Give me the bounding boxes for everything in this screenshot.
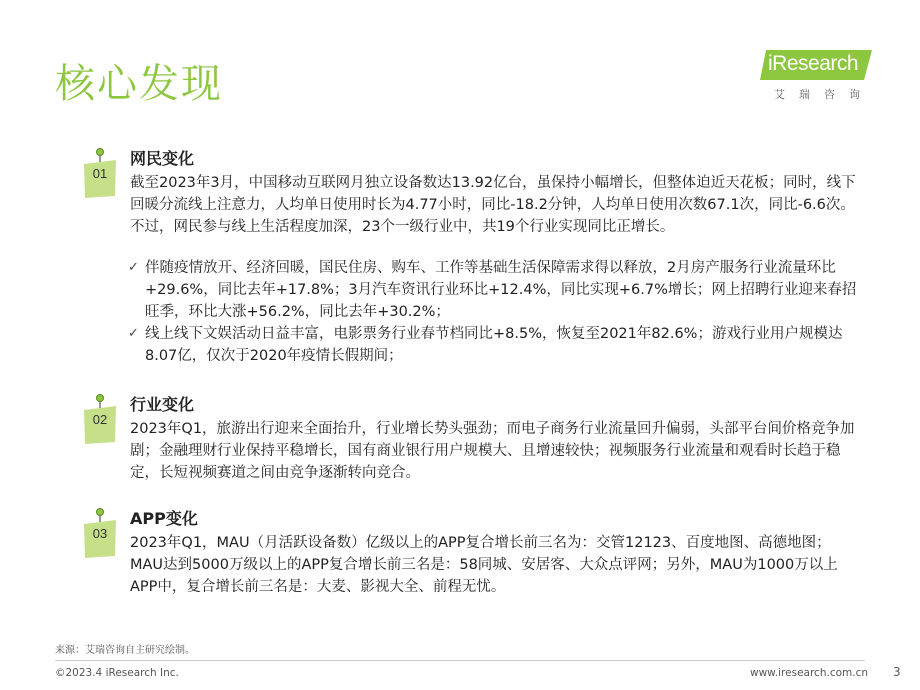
footer-copyright: ©2023.4 iResearch Inc.: [55, 667, 179, 679]
section-badge-02: [82, 394, 116, 442]
source-note: 来源：艾瑞咨询自主研究绘制。: [55, 645, 195, 656]
logo-subtitle: 艾瑞咨询: [774, 88, 874, 101]
check-icon: ✓: [128, 326, 139, 341]
bullet-text: 线上线下文娱活动日益丰富，电影票务行业春节档同比+8.5%，恢复至2021年82.6%；游戏行业用户规模达8.07亿，仅次于2020年疫情长假期间；: [145, 326, 843, 364]
section-text-industry: 2023年Q1，旅游出行迎来全面抬升，行业增长势头强劲；而电子商务行业流量回升偏弱，头部平台间价格竞争加剧；金融理财行业保持平稳增长，国有商业银行用户规模大、且增速较快；视频服务行业流量和观看时长趋于稳定，长短视频赛道之间由竞争逐渐转向竞合。: [130, 421, 855, 481]
section-text-app: 2023年Q1，MAU（月活跃设备数）亿级以上的APP复合增长前三名为：交管12123、百度地图、高德地图；MAU达到5000万级以上的APP复合增长前三名是：58同城、安居客、大众点评网；另外，MAU为1000万以上APP中，复合增长前三名是：大麦、影视大全、前程无忧。: [130, 535, 838, 595]
section-title-app: APP变化: [130, 509, 198, 528]
section-title-industry: 行业变化: [130, 395, 195, 414]
section-number: 02: [92, 412, 108, 427]
bullet-text: 伴随疫情放开、经济回暖，国民住房、购车、工作等基础生活保障需求得以释放，2月房产服务行业流量环比+29.6%，同比去年+17.8%；3月汽车资讯行业环比+12.4%，同比实现+6.7%增长；网上招聘行业迎来春招旺季，环比大涨+56.2%，同比去年+30.2%；: [145, 260, 857, 320]
section-number: 01: [92, 166, 108, 181]
iresearch-logo: [760, 48, 875, 104]
page-title: 核心发现: [55, 61, 223, 107]
bullet-item: [128, 323, 858, 367]
logo-wordmark: iResearch: [768, 52, 859, 75]
section-badge-03: [82, 508, 116, 556]
bullet-item: [128, 257, 858, 323]
netizen-bullet-list: [128, 257, 858, 367]
section-badge-01: [82, 148, 116, 196]
section-number: 03: [92, 526, 108, 541]
section-title-netizen: 网民变化: [130, 149, 195, 168]
footer-divider: [55, 660, 865, 661]
check-icon: ✓: [128, 260, 139, 275]
page-number: 3: [893, 665, 901, 679]
section-text-netizen: 截至2023年3月，中国移动互联网月独立设备数达13.92亿台，虽保持小幅增长，但整体迫近天花板；同时，线下回暖分流线上注意力，人均单日使用时长为4.77小时，同比-18.2分钟，人均单日使用次数67.1次，同比-6.6次。不过，网民参与线上生活程度加深，23个一级行业中，共19个行业实现同比正增长。: [130, 175, 856, 235]
footer-website: www.iresearch.com.cn: [750, 667, 869, 679]
